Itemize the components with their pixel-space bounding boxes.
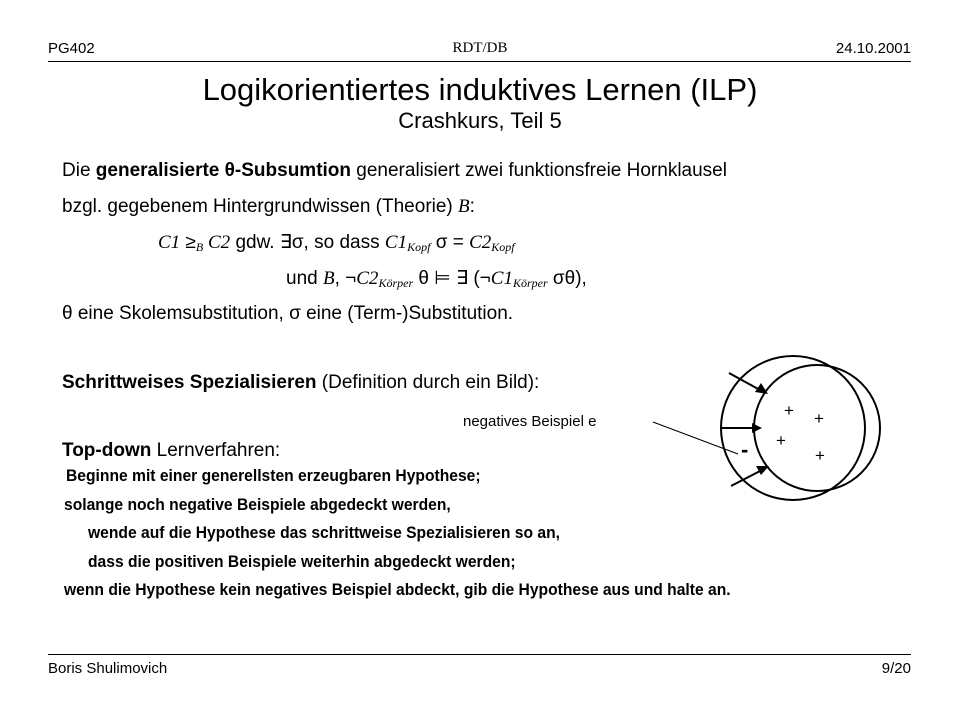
formula-line-2 [286,267,587,291]
negative-example-label: negatives Beispiel e [463,413,597,430]
hypothesis-circle-inner [754,365,880,491]
footer-rule [48,654,911,655]
arrowhead-middle [752,423,762,433]
spezialisieren-term: Schrittweises Spezialisieren [62,372,317,393]
positive-example: + [814,409,824,428]
positive-example: + [784,401,794,420]
formula-text: und [286,268,323,289]
koerper-subscript: Körper [512,276,548,290]
ge-subscript: B [195,240,204,254]
footer-author: Boris Shulimovich [48,660,168,677]
algorithm-step-1: Beginne mit einer generellsten erzeugbaren Hypothese; [66,466,481,485]
formula-text: θ ⊨ ∃ (¬ [413,268,491,289]
spezialisieren-text: (Definition durch ein Bild): [316,372,540,393]
algorithm-step-5: wenn die Hypothese kein negatives Beispiel abdeckt, gib die Hypothese aus und halte an. [64,580,731,599]
ge-symbol: ≥ [180,232,196,253]
theory-symbol: B [458,196,470,217]
topdown-term: Top-down [62,440,152,461]
algorithm-step-2: solange noch negative Beispiele abgedeckt werden, [64,495,451,514]
definition-text: bzgl. gegebenem Hintergrundwissen (Theorie) [62,196,459,217]
koerper-subscript: Körper [378,276,414,290]
arrowhead-bottom [756,466,769,475]
formula-line-1 [158,231,515,255]
formula-text: , ¬ [334,268,357,289]
algorithm-step-3: wende auf die Hypothese das schrittweise Spezialisieren so an, [88,523,560,542]
definition-text: : [469,196,475,217]
kopf-subscript: Kopf [491,240,515,254]
positive-example: + [776,431,786,450]
topdown-heading [62,440,280,462]
topdown-text: Lernverfahren: [151,440,281,461]
clause-c1: C1 [158,232,181,253]
pointer-line [653,422,738,454]
clause-c1: C1 [490,268,513,289]
header-date: 24.10.2001 [835,40,911,57]
clause-c2: C2 [203,232,231,253]
clause-c2: C2 [356,268,379,289]
formula-text: σθ), [547,268,587,289]
header-rule [48,61,911,62]
definition-line-2 [62,196,475,218]
clause-c2: C2 [469,232,492,253]
formula-text: gdw. ∃σ, so dass [230,232,385,253]
algorithm-step-4: dass die positiven Beispiele weiterhin abgedeckt werden; [88,552,516,571]
kopf-subscript: Kopf [407,240,431,254]
header-group: RDT/DB [452,40,508,56]
formula-text: σ = [430,232,470,253]
spezialisieren-heading [62,372,539,394]
slide-subtitle: Crashkurs, Teil 5 [398,108,562,133]
negative-example: - [741,437,749,462]
definition-term: generalisierte θ-Subsumtion [95,160,352,181]
definition-text: Die [62,160,96,181]
definition-text: generalisiert zwei funktionsfreie Hornklausel [351,160,727,181]
theory-symbol: B [322,268,335,289]
slide-title: Logikorientiertes induktives Lernen (ILP) [202,72,758,107]
clause-c1: C1 [384,232,408,253]
positive-example: + [815,446,825,465]
definition-line-1 [62,160,727,182]
specialization-figure [650,340,900,520]
footer-page-number: 9/20 [881,660,911,677]
substitution-note: θ eine Skolemsubstitution, σ eine (Term-)Substitution. [62,303,514,324]
header-course: PG402 [48,40,95,57]
